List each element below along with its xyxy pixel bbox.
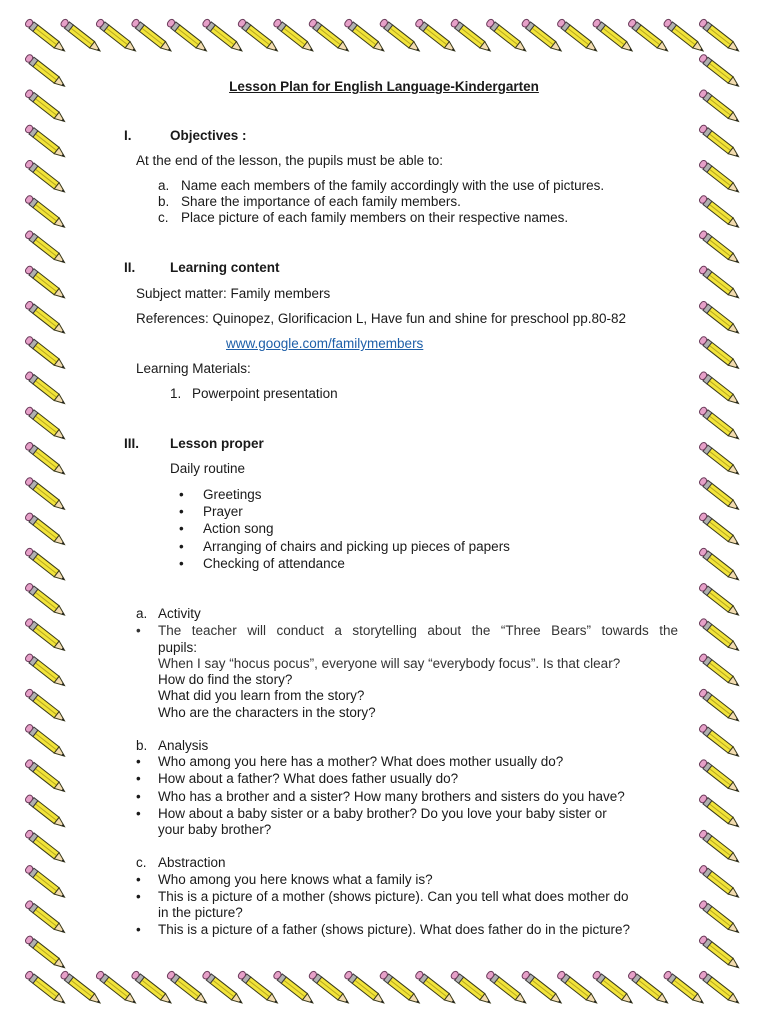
activity-bullet: • The teacher will conduct a storytelling about the “Three Bears” towards the [158,623,678,638]
list-item: • Arranging of chairs and picking up pieces of papers [203,539,510,554]
list-marker: c. [158,210,169,225]
section-numeral: III. [124,436,140,451]
list-item: • This is a picture of a mother (shows picture). Can you tell what does mother do [158,889,628,904]
objectives-intro: At the end of the lesson, the pupils must be able to: [136,153,443,168]
list-marker: 1. [170,386,182,401]
reference-link[interactable]: www.google.com/familymembers [226,336,424,351]
activity-line: When I say “hocus pocus”, everyone will say “everybody focus”. Is that clear? [158,656,621,671]
list-item: Share the importance of each family members. [181,194,461,209]
subject-matter: Subject matter: Family members [136,286,331,301]
subsection-label-abstraction: Abstraction [158,855,226,870]
list-item: • How about a baby sister or a baby brother? Do you love your baby sister or [158,806,607,821]
list-marker: b. [158,194,170,209]
section-numeral: I. [124,128,132,143]
page-title: Lesson Plan for English Language-Kindergarten [229,79,539,94]
list-marker: a. [136,606,148,621]
subsection-label-analysis: Analysis [158,738,209,753]
list-item: • Who among you here knows what a family is? [158,872,433,887]
list-item: Powerpoint presentation [192,386,338,401]
list-item: • Prayer [203,504,243,519]
list-item: Place picture of each family members on their respective names. [181,210,569,225]
list-marker: c. [136,855,147,870]
activity-line: What did you learn from the story? [158,688,365,703]
list-item: • This is a picture of a father (shows picture). What does father do in the picture? [158,922,630,937]
subsection-label-activity: Activity [158,606,201,621]
section-heading-objectives: Objectives : [170,128,247,143]
list-item: • Action song [203,521,274,536]
materials-label: Learning Materials: [136,361,251,376]
list-marker: b. [136,738,148,753]
activity-line: Who are the characters in the story? [158,705,376,720]
list-item: • Who has a brother and a sister? How many brothers and sisters do you have? [158,789,625,804]
references: References: Quinopez, Glorificacion L, Have fun and shine for preschool pp.80-82 [136,311,627,326]
list-item-cont: in the picture? [158,905,243,920]
list-item: • Checking of attendance [203,556,345,571]
activity-line: How do find the story? [158,672,293,687]
list-item: • Who among you here has a mother? What does mother usually do? [158,754,563,769]
list-item: Name each members of the family accordingly with the use of pictures. [181,178,605,193]
list-item-cont: your baby brother? [158,822,272,837]
activity-bullet-cont: pupils: [158,640,198,655]
list-item: • Greetings [203,487,262,502]
routine-label: Daily routine [170,461,246,476]
section-numeral: II. [124,260,136,275]
section-heading-learning-content: Learning content [170,260,280,275]
list-item: • How about a father? What does father usually do? [158,771,458,786]
list-marker: a. [158,178,170,193]
section-heading-lesson-proper: Lesson proper [170,436,264,451]
